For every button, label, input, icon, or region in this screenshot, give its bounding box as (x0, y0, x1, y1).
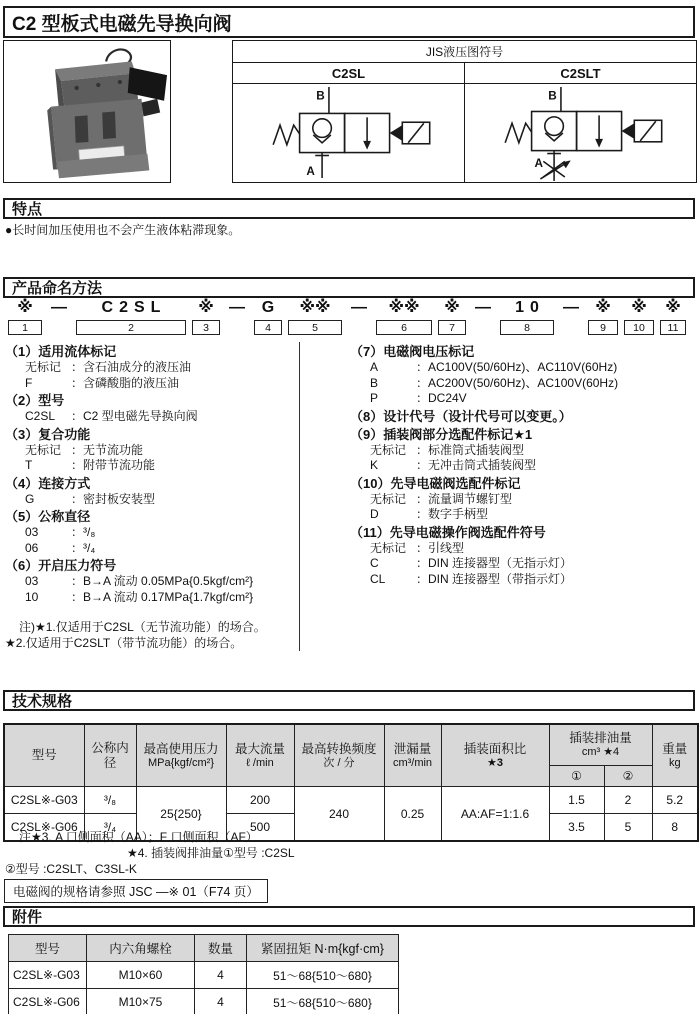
code-index-box: 11 (660, 320, 686, 335)
naming-line (5, 525, 299, 541)
naming-line (5, 409, 299, 425)
acc-qty: 4 (195, 989, 247, 1014)
spec-flow: 500 (226, 814, 294, 842)
code-index-box: 2 (76, 320, 186, 335)
jis-col-label-c2sl: C2SL (233, 63, 465, 83)
code-index-box: 5 (288, 320, 342, 335)
naming-line-value: ：流量调节螺钉型 (416, 491, 513, 506)
naming-line (350, 541, 697, 557)
naming-line (350, 391, 697, 407)
naming-line-value: ：AC200V(50/60Hz)、AC100V(60Hz) (416, 375, 619, 390)
naming-line-value: ：C2 型电磁先导换向阀 (71, 409, 198, 423)
product-photo-frame (3, 40, 171, 183)
naming-line-value: ：³/₄ (71, 540, 96, 555)
accessories-heading: 附件 (12, 909, 43, 926)
spec-drain-2: 5 (604, 814, 652, 842)
spec-header-leak: 泄漏量 cm³/min (384, 724, 441, 787)
hydraulic-symbol-c2sl (233, 84, 465, 182)
naming-line-value: ：B→A 流动 0.05MPa{0.5kgf/cm²} (71, 574, 254, 588)
naming-group (5, 509, 299, 556)
page-title-box (3, 6, 695, 38)
naming-line-key: A (370, 360, 379, 374)
acc-bolt: M10×60 (87, 962, 195, 989)
accessories-row (9, 989, 399, 1014)
naming-line-key: 无标记 (370, 491, 407, 506)
naming-group-heading: （3）复合功能 (5, 426, 91, 442)
features-heading: 特点 (12, 201, 43, 218)
port-label-a: A (306, 165, 315, 179)
acc-header-model: 型号 (9, 935, 87, 962)
code-dash (560, 299, 582, 335)
spec-bore: ³/₄ (84, 814, 136, 842)
naming-line-value: ：引线型 (416, 540, 465, 555)
dash-symbol: — (563, 299, 579, 316)
solenoid-reference-note: 电磁阀的规格请参照 JSC —※ 01（F74 页） (4, 879, 268, 903)
spec-header-pressure: 最高使用压力 MPa{kgf/cm²} (136, 724, 226, 787)
naming-group (5, 344, 299, 391)
accessories-table (8, 934, 399, 1014)
naming-group (350, 409, 697, 425)
naming-group (350, 476, 697, 523)
naming-group (350, 525, 697, 588)
naming-line-value: ：含磷酸脂的液压油 (71, 375, 180, 390)
spec-model: C2SL※-G06 (4, 814, 84, 842)
page-title: C2 型板式电磁先导换向阀 (12, 13, 232, 35)
naming-group-heading: （7）电磁阀电压标记 (350, 344, 475, 359)
naming-line-value: ：含石油成分的液压油 (71, 360, 192, 374)
spec-row (4, 787, 698, 814)
naming-line-key: 06 (25, 540, 39, 555)
naming-line (5, 574, 299, 590)
acc-bolt: M10×75 (87, 989, 195, 1014)
naming-line (350, 572, 697, 588)
naming-group (350, 344, 697, 407)
code-dash (226, 299, 248, 335)
naming-line-value: ：数字手柄型 (416, 507, 489, 521)
dash-symbol: — (229, 299, 245, 316)
code-segment-9 (588, 299, 618, 335)
spec-pressure: 25{250} (136, 787, 226, 842)
code-symbol: ※ (665, 299, 681, 316)
naming-group (5, 558, 299, 605)
code-segment-1 (8, 299, 42, 335)
naming-line (5, 590, 299, 606)
naming-line (5, 541, 299, 557)
model-code-row (8, 299, 696, 335)
naming-group-heading: （8）设计代号（设计代号可以变更。） (350, 408, 572, 424)
code-symbol: ※※ (299, 299, 331, 316)
naming-group-heading: （5）公称直径 (5, 509, 91, 524)
naming-notes (5, 619, 299, 651)
spec-header-frequency: 最高转换频度 次 / 分 (294, 724, 384, 787)
naming-line-key: F (25, 375, 33, 390)
code-symbol: G (261, 299, 275, 316)
naming-group-heading: （1）适用流体标记 (5, 344, 117, 359)
naming-line-key: 无标记 (370, 442, 407, 457)
spec-drain-1: 1.5 (549, 787, 604, 814)
features-heading-box (3, 198, 695, 219)
accessories-rows (9, 962, 399, 1014)
spec-model: C2SL※-G03 (4, 787, 84, 814)
naming-line (350, 458, 697, 474)
naming-details (3, 342, 697, 651)
code-symbol: C2SL (101, 299, 167, 316)
hydraulic-symbol-c2slt (465, 84, 696, 182)
dash-symbol: — (475, 299, 491, 316)
naming-line-key: B (370, 375, 379, 390)
naming-line (5, 376, 299, 392)
naming-group-heading: （11）先导电磁操作阀选配件符号 (350, 524, 546, 540)
spec-header-flow: 最大流量 ℓ /min (226, 724, 294, 787)
code-segment-4 (254, 299, 282, 335)
naming-line-key: 10 (25, 589, 39, 604)
code-dash (48, 299, 70, 335)
spec-header-model: 型号 (4, 724, 84, 787)
port-label-a: A (534, 157, 543, 171)
spec-header-drain-2: ② (604, 766, 652, 787)
naming-line-key: C2SL (25, 409, 56, 423)
code-segment-7 (438, 299, 466, 335)
code-index-box: 7 (438, 320, 466, 335)
naming-line-value: ：B→A 流动 0.17MPa{1.7kgf/cm²} (71, 589, 254, 604)
naming-line (350, 556, 697, 572)
spec-header-bore: 公称内径 (84, 724, 136, 787)
spec-note-line: ★4. 插装阀排油量①型号 :C2SL (127, 846, 295, 860)
naming-group (5, 427, 299, 474)
spec-drain-2: 2 (604, 787, 652, 814)
naming-line-key: CL (370, 571, 386, 586)
naming-line-key: 03 (25, 574, 39, 588)
spec-bore: ³/₈ (84, 787, 136, 814)
code-symbol: ※ (17, 299, 33, 316)
naming-line-key: 无标记 (370, 540, 407, 555)
code-segment-10 (624, 299, 654, 335)
naming-heading-box (3, 277, 695, 298)
naming-line-value: ：DIN 连接器型（无指示灯） (416, 556, 573, 570)
naming-line-value: ：无冲击筒式插装阀型 (416, 458, 537, 472)
acc-model: C2SL※-G03 (9, 962, 87, 989)
dash-symbol: — (51, 299, 67, 316)
code-dash (472, 299, 494, 335)
dash-symbol: — (351, 299, 367, 316)
spec-flow: 200 (226, 787, 294, 814)
code-index-box: 6 (376, 320, 432, 335)
naming-line-value: ：DC24V (416, 391, 467, 405)
spec-weight: 8 (652, 814, 698, 842)
acc-qty: 4 (195, 962, 247, 989)
naming-note-line: 注)★1.仅适用于C2SL（无节流功能）的场合。 (19, 620, 266, 634)
code-segment-5 (288, 299, 342, 335)
naming-line-key: T (25, 458, 33, 472)
code-segment-3 (192, 299, 220, 335)
code-symbol: ※ (631, 299, 647, 316)
c2slt-schematic (468, 84, 693, 182)
spec-notes (5, 829, 295, 877)
naming-line-value: ：密封板安装型 (71, 491, 156, 506)
jis-col-label-c2slt: C2SLT (560, 65, 601, 81)
code-symbol: ※※ (388, 299, 420, 316)
code-dash (348, 299, 370, 335)
naming-group (5, 393, 299, 425)
naming-line-value: ：³/₈ (71, 525, 96, 539)
naming-line (350, 376, 697, 392)
spec-header-weight: 重量 kg (652, 724, 698, 787)
port-label-b: B (316, 89, 325, 103)
naming-line-value: ：无节流功能 (71, 442, 144, 457)
naming-heading: 产品命名方法 (12, 280, 103, 297)
code-index-box: 1 (8, 320, 42, 335)
specs-heading: 技术规格 (12, 693, 73, 710)
naming-line-value: ：AC100V(50/60Hz)、AC110V(60Hz) (416, 360, 618, 374)
code-segment-2 (76, 299, 186, 335)
naming-group-heading: （9）插装阀部分选配件标记★1 (350, 426, 533, 442)
code-segment-8 (500, 299, 554, 335)
spec-drain-1: 3.5 (549, 814, 604, 842)
spec-leak: 0.25 (384, 787, 441, 842)
naming-group-heading: （2）型号 (5, 393, 65, 408)
naming-line-key: 03 (25, 525, 39, 539)
naming-note-line: ★2.仅适用于C2SLT（带节流功能）的场合。 (5, 636, 243, 650)
naming-line-key: C (370, 556, 379, 570)
spec-header-drain: 插装排油量 cm³ ★4 (549, 724, 652, 766)
specs-heading-box (3, 690, 695, 711)
naming-line (350, 360, 697, 376)
port-label-b: B (548, 89, 557, 103)
naming-line (5, 360, 299, 376)
naming-line (5, 492, 299, 508)
naming-group-heading: （10）先导电磁阀选配件标记 (350, 475, 521, 491)
acc-torque: 51～68{510～680} (247, 962, 399, 989)
naming-line-key: 无标记 (25, 360, 62, 374)
c2sl-schematic (236, 84, 461, 182)
naming-line-value: ：附带节流功能 (71, 458, 156, 472)
code-index-box: 8 (500, 320, 554, 335)
spec-frequency: 240 (294, 787, 384, 842)
naming-line-key: D (370, 507, 379, 521)
code-segment-6 (376, 299, 432, 335)
code-symbol: ※ (198, 299, 214, 316)
naming-line-key: 无标记 (25, 442, 62, 457)
code-symbol: ※ (444, 299, 460, 316)
naming-line (5, 443, 299, 459)
naming-line (350, 443, 697, 459)
naming-line-value: ：DIN 连接器型（带指示灯） (416, 571, 573, 586)
jis-symbol-panel (232, 40, 697, 183)
naming-line-key: P (370, 391, 379, 405)
naming-line-key: G (25, 491, 35, 506)
naming-right-column (300, 342, 697, 651)
naming-group (350, 427, 697, 474)
acc-header-qty: 数量 (195, 935, 247, 962)
naming-right-groups (350, 344, 697, 587)
feature-bullet: ●长时间加压使用也不会产生液体粘滞现象。 (5, 223, 241, 237)
product-photo (4, 41, 169, 181)
code-index-box: 9 (588, 320, 618, 335)
naming-group-heading: （4）连接方式 (5, 475, 91, 491)
accessories-row (9, 962, 399, 989)
code-index-box: 3 (192, 320, 220, 335)
acc-model: C2SL※-G06 (9, 989, 87, 1014)
spec-weight: 5.2 (652, 787, 698, 814)
naming-left-groups (5, 344, 299, 605)
naming-line-key: K (370, 458, 379, 472)
accessories-heading-box (3, 906, 695, 927)
spec-note-line: ②型号 :C2SLT、C3SL-K (5, 862, 137, 876)
jis-panel-title: JIS液压图符号 (233, 41, 696, 63)
naming-left-column (3, 342, 300, 651)
acc-header-torque: 紧固扭矩 N·m{kgf·cm} (247, 935, 399, 962)
acc-header-bolt: 内六角螺栓 (87, 935, 195, 962)
naming-line-value: ：标准筒式插装阀型 (416, 442, 525, 457)
code-segment-11 (660, 299, 686, 335)
code-index-box: 10 (624, 320, 654, 335)
naming-group (5, 476, 299, 508)
spec-table (3, 723, 699, 842)
code-symbol: ※ (595, 299, 611, 316)
acc-torque: 51～68{510～680} (247, 989, 399, 1014)
naming-line (350, 492, 697, 508)
code-symbol: 10 (515, 299, 545, 316)
code-index-box: 4 (254, 320, 282, 335)
spec-header-area-ratio: 插装面积比 ★3 (441, 724, 549, 787)
spec-header-drain-1: ① (549, 766, 604, 787)
naming-line (350, 507, 697, 523)
spec-note-line: 注★3. A 口侧面积（AA）；F 口侧面积（AF） (19, 830, 258, 844)
naming-line (5, 458, 299, 474)
naming-group-heading: （6）开启压力符号 (5, 558, 117, 573)
spec-area-ratio: AA:AF=1:1.6 (441, 787, 549, 842)
